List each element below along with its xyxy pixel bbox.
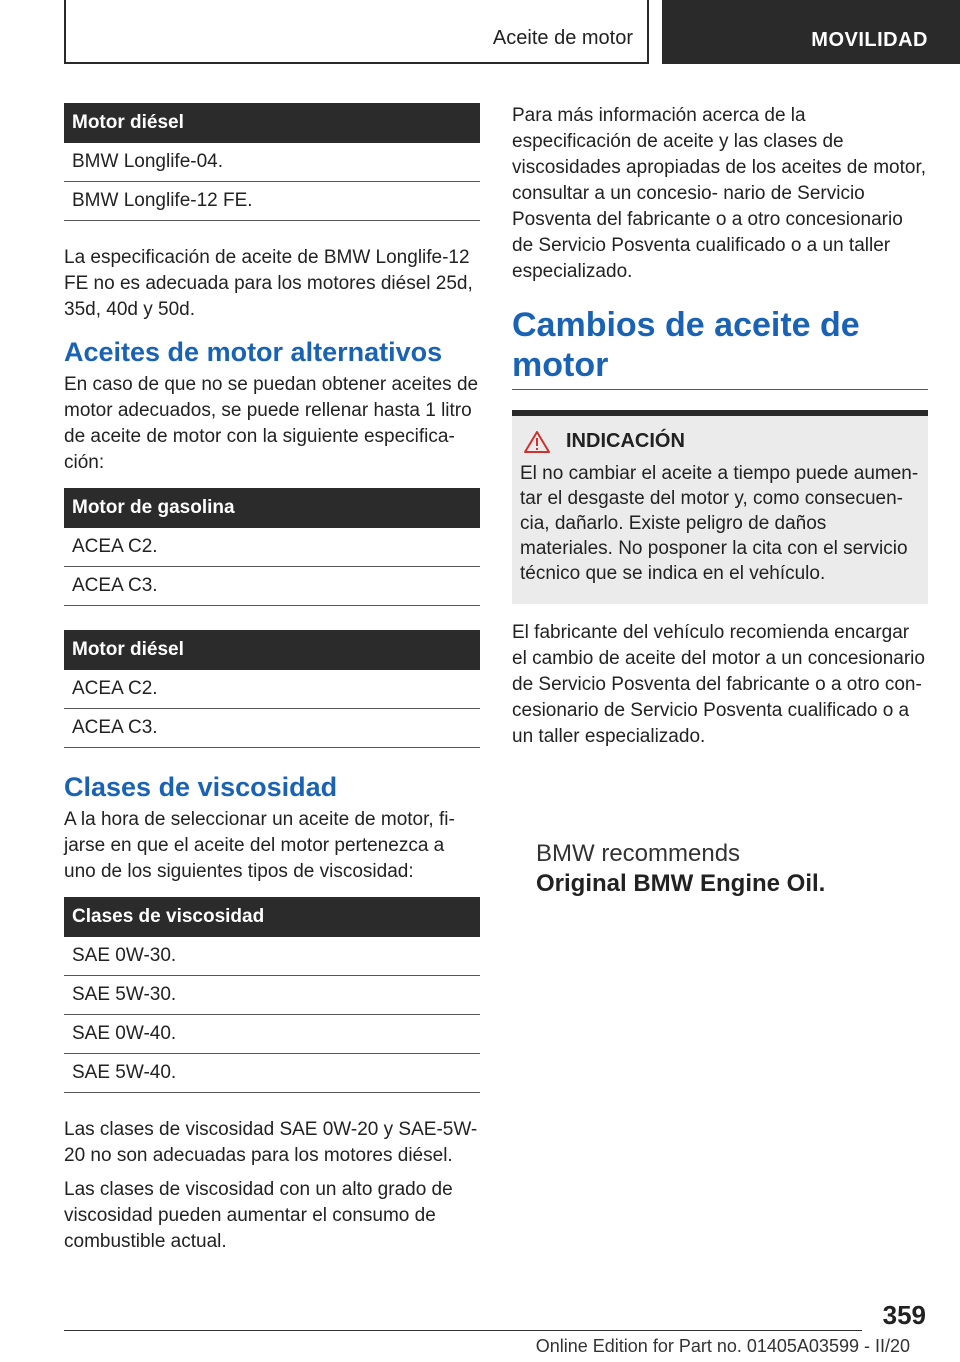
info-paragraph: Para más información acerca de la especificación de aceite y las clases de viscosidades apropiadas de los aceites de motor, consultar a un concesio‐ nario de Servicio Posventa del fabricante o a otro concesionario de Servicio Posventa cualificado o a un taller especializado. xyxy=(512,105,927,282)
viscosity-paragraph: A la hora de seleccionar un aceite de motor, fi‐ jarse en que el aceite del motor pertenezca a uno de los siguientes tipos de viscosidad: xyxy=(64,809,455,882)
page-number: 359 xyxy=(882,1300,926,1330)
notice-title-row xyxy=(520,430,920,453)
longlife-note: La especificación de aceite de BMW Longlife-12 FE no es adecuada para los motores diésel 25d, 35d, 40d y 50d. xyxy=(64,247,473,320)
header-section-label: MOVILIDAD xyxy=(811,29,928,51)
table-row: SAE 0W-40. xyxy=(64,1015,480,1054)
table-row: ACEA C3. xyxy=(64,567,480,606)
footer-divider xyxy=(64,1330,862,1331)
advert-line-1: BMW recommends xyxy=(536,840,741,867)
viscosity-note-1: Las clases de viscosidad SAE 0W-20 y SAE-5W-20 no son adecuadas para los motores diésel. xyxy=(64,1119,478,1166)
table-row: SAE 0W-30. xyxy=(64,937,480,976)
alternative-oils-paragraph: En caso de que no se puedan obtener aceites de motor adecuados, se puede rellenar hasta 1 litro de aceite de motor con la siguiente especifica‐ ción: xyxy=(64,374,479,473)
advert-line-2: Original BMW Engine Oil. xyxy=(536,870,826,897)
table-row: ACEA C2. xyxy=(64,670,480,709)
table-row: BMW Longlife-04. xyxy=(64,143,480,182)
table-row: ACEA C2. xyxy=(64,528,480,567)
notice-text: El no cambiar el aceite a tiempo puede aumen‐ tar el desgaste del motor y, como consecuen‐ cia, dañarlo. Existe peligro de daños materiales. No posponer la cita con el servicio técnico que se indica en el vehículo. xyxy=(520,463,919,584)
bmw-oil-advert xyxy=(536,840,928,898)
table-diesel-alt xyxy=(64,630,480,748)
table-header: Motor diésel xyxy=(64,103,480,143)
table-diesel xyxy=(64,103,480,221)
heading-alternative-oils: Aceites de motor alternativos xyxy=(64,337,443,367)
header-chapter-tab xyxy=(64,0,649,64)
warning-triangle-icon xyxy=(524,431,550,453)
header-section-tab xyxy=(662,0,960,64)
table-viscosity xyxy=(64,897,480,1093)
header-chapter-label: Aceite de motor xyxy=(492,27,633,49)
table-header: Clases de viscosidad xyxy=(64,897,480,937)
table-row: SAE 5W-40. xyxy=(64,1054,480,1093)
table-gasoline xyxy=(64,488,480,606)
notice-box xyxy=(512,410,928,604)
right-column xyxy=(512,103,928,898)
left-column xyxy=(64,103,480,1263)
table-row: ACEA C3. xyxy=(64,709,480,748)
notice-title: INDICACIÓN xyxy=(566,430,685,452)
table-header: Motor diésel xyxy=(64,630,480,670)
heading-viscosity: Clases de viscosidad xyxy=(64,772,338,802)
viscosity-note-2: Las clases de viscosidad con un alto grado de viscosidad pueden aumentar el consumo de combustible actual. xyxy=(64,1179,453,1252)
table-header: Motor de gasolina xyxy=(64,488,480,528)
heading-oil-change: Cambios de aceite de motor xyxy=(512,305,928,390)
recommend-paragraph: El fabricante del vehículo recomienda encargar el cambio de aceite del motor a un concesionario de Servicio Posventa del fabricante o a otro con‐ cesionario de Servicio Posventa cualificado o a un taller especializado. xyxy=(512,622,925,747)
table-row: BMW Longlife-12 FE. xyxy=(64,182,480,221)
footer-edition: Online Edition for Part no. 01405A03599 - II/20 xyxy=(535,1336,910,1356)
table-row: SAE 5W-30. xyxy=(64,976,480,1015)
